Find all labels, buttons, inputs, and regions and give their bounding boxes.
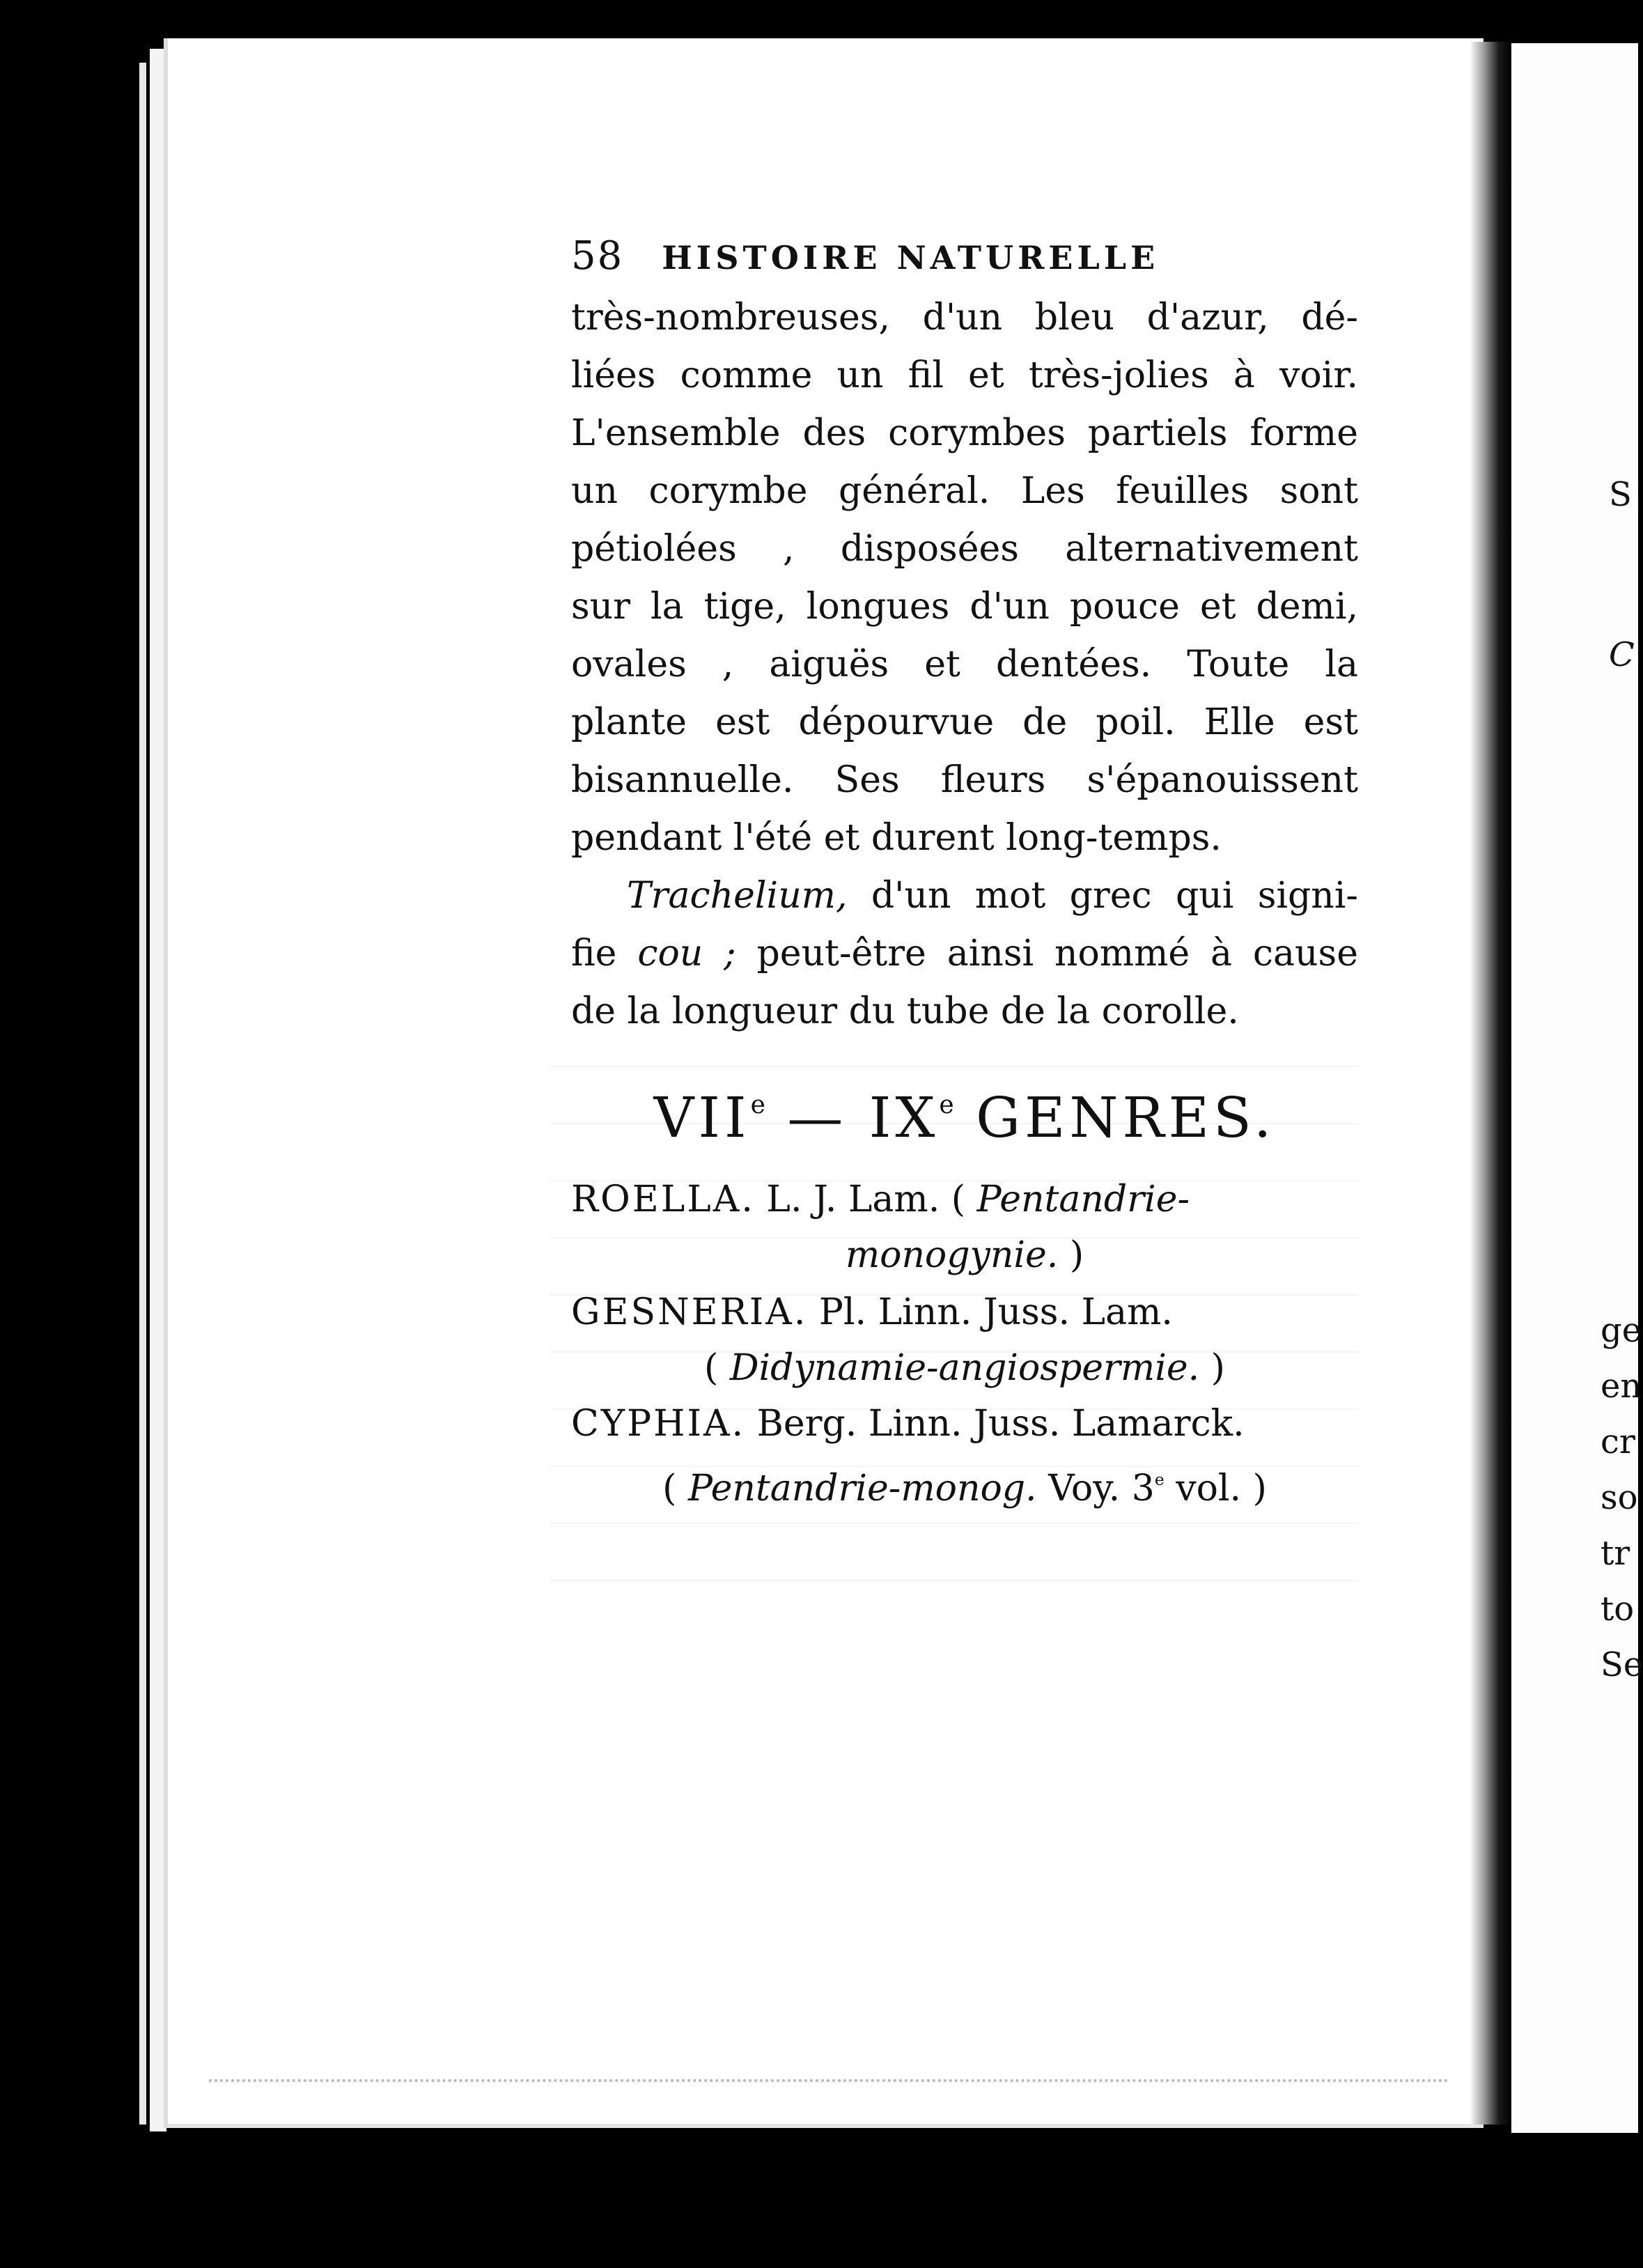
classification: Pentandrie-monog. bbox=[687, 1468, 1037, 1510]
genus-entry bbox=[571, 1284, 1358, 1396]
genus-name: GESNERIA. bbox=[571, 1291, 808, 1333]
text-line: liées comme un fil et très-jolies à voir. bbox=[571, 355, 1358, 396]
entry-line bbox=[571, 1396, 1358, 1452]
paren: ( bbox=[951, 1179, 977, 1220]
facing-fragment: ge bbox=[1601, 1311, 1642, 1350]
book-gutter-shadow bbox=[1470, 42, 1511, 2125]
facing-fragment: so bbox=[1601, 1478, 1638, 1517]
paren: ) bbox=[1058, 1234, 1084, 1276]
paren: ) bbox=[1199, 1347, 1225, 1389]
page-edge-2 bbox=[139, 63, 146, 2125]
text-line: bisannuelle. Ses fleurs s'épanouissent bbox=[571, 759, 1358, 801]
heading-superscript: e bbox=[939, 1091, 954, 1119]
heading-roman: IX bbox=[869, 1085, 940, 1151]
classification: Didynamie-angiospermie. bbox=[729, 1347, 1200, 1389]
genus-authors: L. J. Lam. bbox=[754, 1179, 951, 1220]
genus-entry bbox=[571, 1172, 1358, 1283]
superscript: e bbox=[1154, 1470, 1165, 1489]
paren: vol. ) bbox=[1164, 1468, 1267, 1510]
section-heading bbox=[571, 1067, 1358, 1151]
facing-fragment: to bbox=[1601, 1590, 1635, 1629]
classification: monogynie. bbox=[845, 1234, 1059, 1276]
text-line bbox=[571, 867, 1358, 925]
facing-fragment: C bbox=[1609, 635, 1635, 674]
paren: ( bbox=[662, 1468, 688, 1510]
genus-name: ROELLA. bbox=[571, 1179, 755, 1220]
text-line bbox=[571, 925, 1358, 983]
text-run: d'un mot grec qui signi- bbox=[847, 875, 1358, 917]
genus-authors: Berg. Linn. Juss. Lamarck. bbox=[745, 1403, 1245, 1445]
page-bottom-edge bbox=[209, 2079, 1449, 2092]
entry-line bbox=[571, 1452, 1358, 1510]
text-line: ovales , aiguës et dentées. Toute la bbox=[571, 644, 1358, 685]
running-title: HISTOIRE NATURELLE bbox=[662, 239, 1160, 277]
facing-fragment: Se bbox=[1601, 1645, 1643, 1684]
body-paragraph bbox=[571, 289, 1358, 867]
genus-name: CYPHIA. bbox=[571, 1403, 746, 1445]
text-line: pétiolées , disposées alternativement bbox=[571, 528, 1358, 570]
page-number: 58 bbox=[571, 233, 624, 279]
heading-dash: — bbox=[765, 1085, 869, 1151]
facing-fragment: tr bbox=[1601, 1534, 1630, 1573]
text-run: fie bbox=[571, 933, 638, 974]
entry-line bbox=[571, 1340, 1358, 1396]
heading-superscript: e bbox=[750, 1091, 765, 1119]
text-line: plante est dépourvue de poil. Elle est bbox=[571, 701, 1358, 743]
text-line: un corymbe général. Les feuilles sont bbox=[571, 470, 1358, 512]
text-line: L'ensemble des corymbes partiels forme bbox=[571, 412, 1358, 454]
facing-fragment: en bbox=[1601, 1367, 1642, 1406]
text-run: peut-être ainsi nommé à cause bbox=[735, 933, 1358, 974]
paren: ( bbox=[704, 1347, 730, 1389]
entry-line bbox=[571, 1227, 1358, 1283]
heading-roman: VII bbox=[653, 1085, 751, 1151]
genus-term: Trachelium, bbox=[627, 875, 848, 917]
text-line: très-nombreuses, d'un bleu d'azur, dé- bbox=[571, 297, 1358, 339]
italic-word: cou ; bbox=[637, 933, 736, 974]
text-line: sur la tige, longues d'un pouce et demi, bbox=[571, 586, 1358, 628]
classification: Pentandrie- bbox=[976, 1179, 1190, 1220]
entry-line bbox=[571, 1284, 1358, 1340]
text-line: pendant l'été et durent long-temps. bbox=[571, 817, 1222, 859]
page-text-block bbox=[571, 233, 1358, 1510]
facing-page-edge bbox=[1511, 43, 1643, 2133]
text-run: Voy. 3 bbox=[1036, 1468, 1155, 1510]
text-line: de la longueur du tube de la corolle. bbox=[571, 991, 1239, 1032]
etymology-paragraph bbox=[571, 867, 1358, 1041]
entry-line bbox=[571, 1172, 1358, 1227]
heading-label: GENRES. bbox=[953, 1085, 1276, 1151]
facing-fragment: S bbox=[1609, 475, 1632, 514]
running-header bbox=[571, 233, 1358, 289]
genus-entry bbox=[571, 1396, 1358, 1510]
facing-fragment: cr bbox=[1601, 1422, 1635, 1461]
genus-authors: Pl. Linn. Juss. Lam. bbox=[807, 1291, 1173, 1333]
